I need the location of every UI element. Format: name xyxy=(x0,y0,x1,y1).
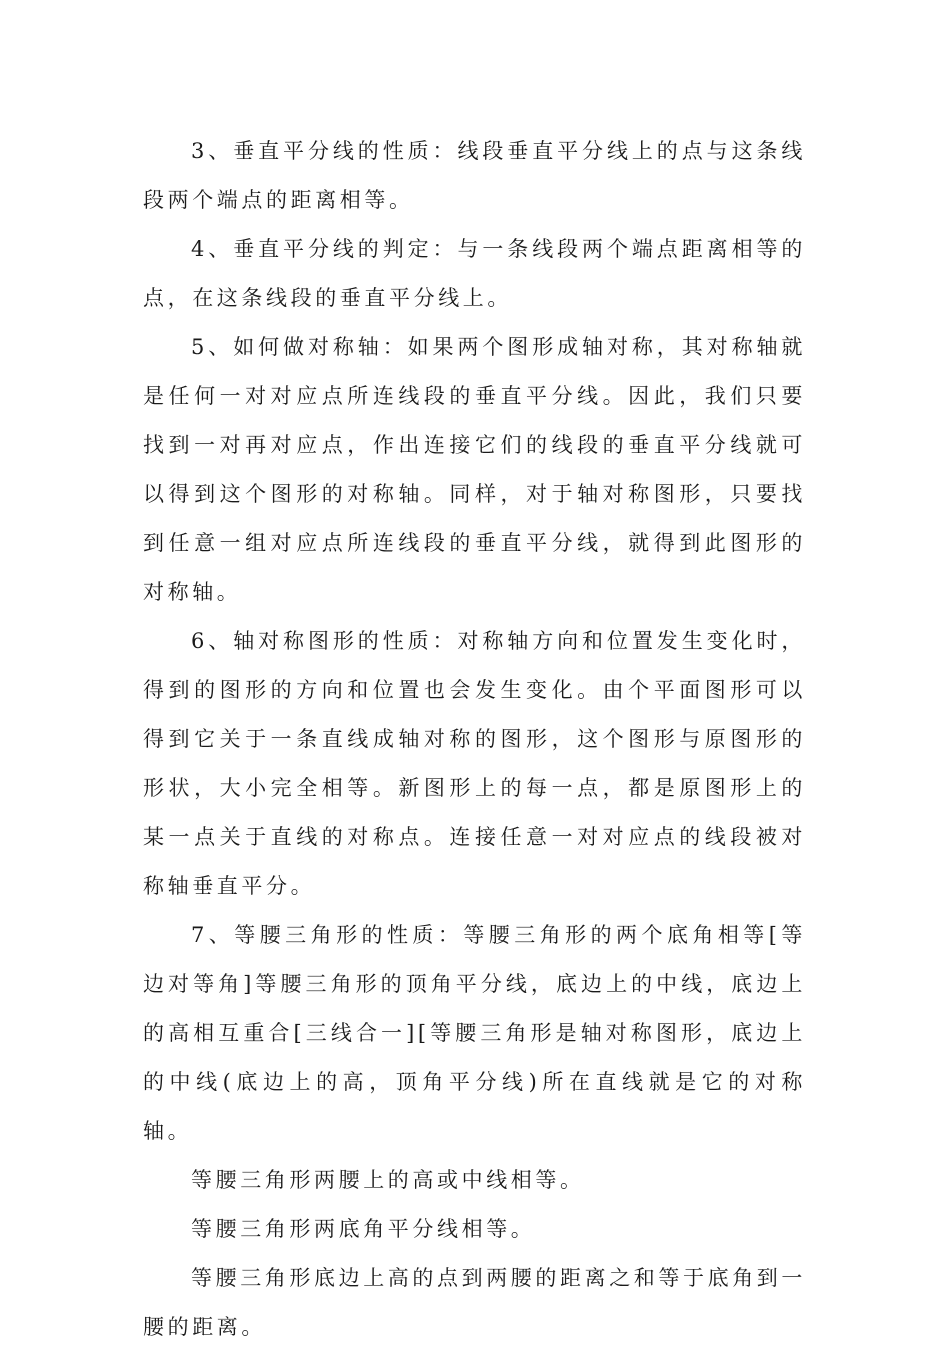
paragraph-isosceles-altitudes: 等腰三角形两腰上的高或中线相等。 xyxy=(191,1168,585,1192)
paragraph-perpendicular-bisector-criterion: 4、垂直平分线的判定：与一条线段两个端点距离相等的点，在这条线段的垂直平分线上。 xyxy=(143,237,806,310)
paragraph-isosceles-bisectors: 等腰三角形两底角平分线相等。 xyxy=(191,1217,536,1241)
paragraph-how-to-draw-axis: 5、如何做对称轴：如果两个图形成轴对称，其对称轴就是任何一对对应点所连线段的垂直平分线。因此，我们只要找到一对再对应点，作出连接它们的线段的垂直平分线就可以得到这个图形的对称轴。同样，对于轴对称图形，只要找到任意一组对应点所连线段的垂直平分线，就得到此图形的对称轴。 xyxy=(143,335,806,604)
paragraph-isosceles-triangle-property: 7、等腰三角形的性质：等腰三角形的两个底角相等[等边对等角]等腰三角形的顶角平分线，底边上的中线，底边上的高相互重合[三线合一][等腰三角形是轴对称图形，底边上的中线(底边上的高，顶角平分线)所在直线就是它的对称轴。 xyxy=(143,923,806,1143)
paragraph-axisymmetric-property: 6、轴对称图形的性质：对称轴方向和位置发生变化时，得到的图形的方向和位置也会发生变化。由个平面图形可以得到它关于一条直线成轴对称的图形，这个图形与原图形的形状，大小完全相等。新图形上的每一点，都是原图形上的某一点关于直线的对称点。连接任意一对对应点的线段被对称轴垂直平分。 xyxy=(143,629,806,898)
paragraph-isosceles-distance-sum: 等腰三角形底边上高的点到两腰的距离之和等于底角到一腰的距离。 xyxy=(143,1266,806,1339)
document-body xyxy=(143,127,806,1352)
paragraph-perpendicular-bisector-property: 3、垂直平分线的性质：线段垂直平分线上的点与这条线段两个端点的距离相等。 xyxy=(143,139,806,212)
